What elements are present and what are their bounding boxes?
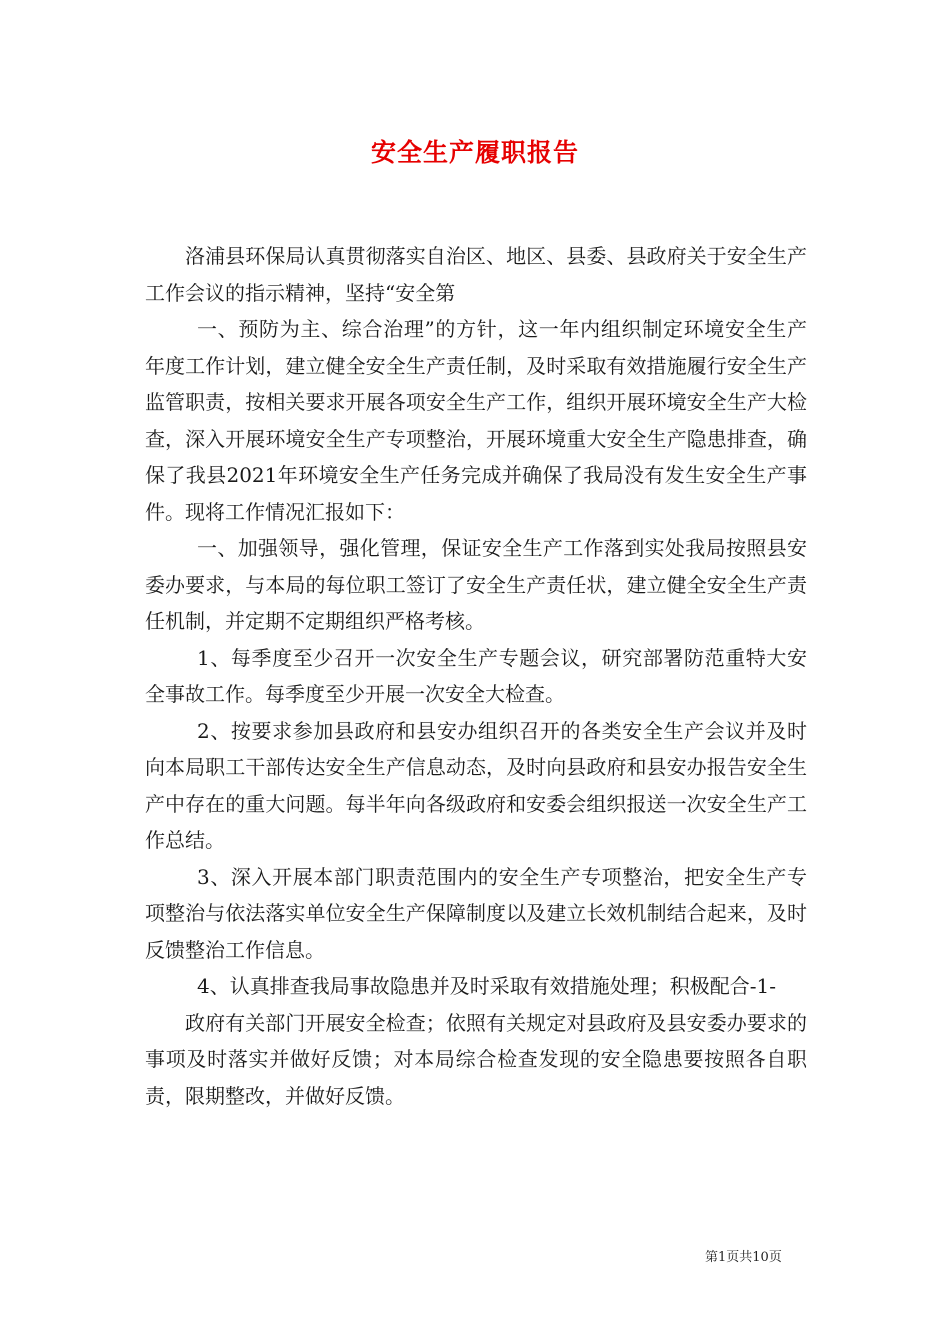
paragraph-intro: 洛浦县环保局认真贯彻落实自治区、地区、县委、县政府关于安全生产工作会议的指示精神，坚持“安全第: [145, 244, 807, 305]
paragraph-item-2: 2、按要求参加县政府和县安办组织召开的各类安全生产会议并及时向本局职工干部传达安全生产信息动态，及时向县政府和县安办报告安全生产中存在的重大问题。每半年向各级政府和安委会组织报送一次安全生产工作总结。: [145, 718, 807, 852]
paragraph-continuation: 政府有关部门开展安全检查；依照有关规定对县政府及县安委办要求的事项及时落实并做好反馈；对本局综合检查发现的安全隐患要按照各自职责，限期整改，并做好反馈。: [145, 1010, 807, 1108]
paragraph-item-4: 4、认真排查我局事故隐患并及时采取有效措施处理；积极配合-1-: [197, 974, 776, 998]
page-number-footer: 第1页共10页: [705, 1250, 782, 1265]
document-body: [145, 238, 807, 1114]
paragraph-item-3: 3、深入开展本部门职责范围内的安全生产专项整治，把安全生产专项整治与依法落实单位安全生产保障制度以及建立长效机制结合起来，及时反馈整治工作信息。: [145, 864, 807, 962]
paragraph-policy: 一、预防为主、综合治理”的方针，这一年内组织制定环境安全生产年度工作计划，建立健全安全生产责任制，及时采取有效措施履行安全生产监管职责，按相关要求开展各项安全生产工作，组织开展环境安全生产大检查，深入开展环境安全生产专项整治，开展环境重大安全生产隐患排查，确保了我县2021年环境安全生产任务完成并确保了我局没有发生安全生产事件。现将工作情况汇报如下：: [145, 317, 807, 524]
document-title: 安全生产履职报告: [370, 138, 579, 167]
paragraph-section-1: 一、加强领导，强化管理，保证安全生产工作落到实处我局按照县安委办要求，与本局的每位职工签订了安全生产责任状，建立健全安全生产责任机制，并定期不定期组织严格考核。: [145, 536, 807, 633]
paragraph-item-1: 1、每季度至少召开一次安全生产专题会议，研究部署防范重特大安全事故工作。每季度至少开展一次安全大检查。: [145, 645, 807, 706]
